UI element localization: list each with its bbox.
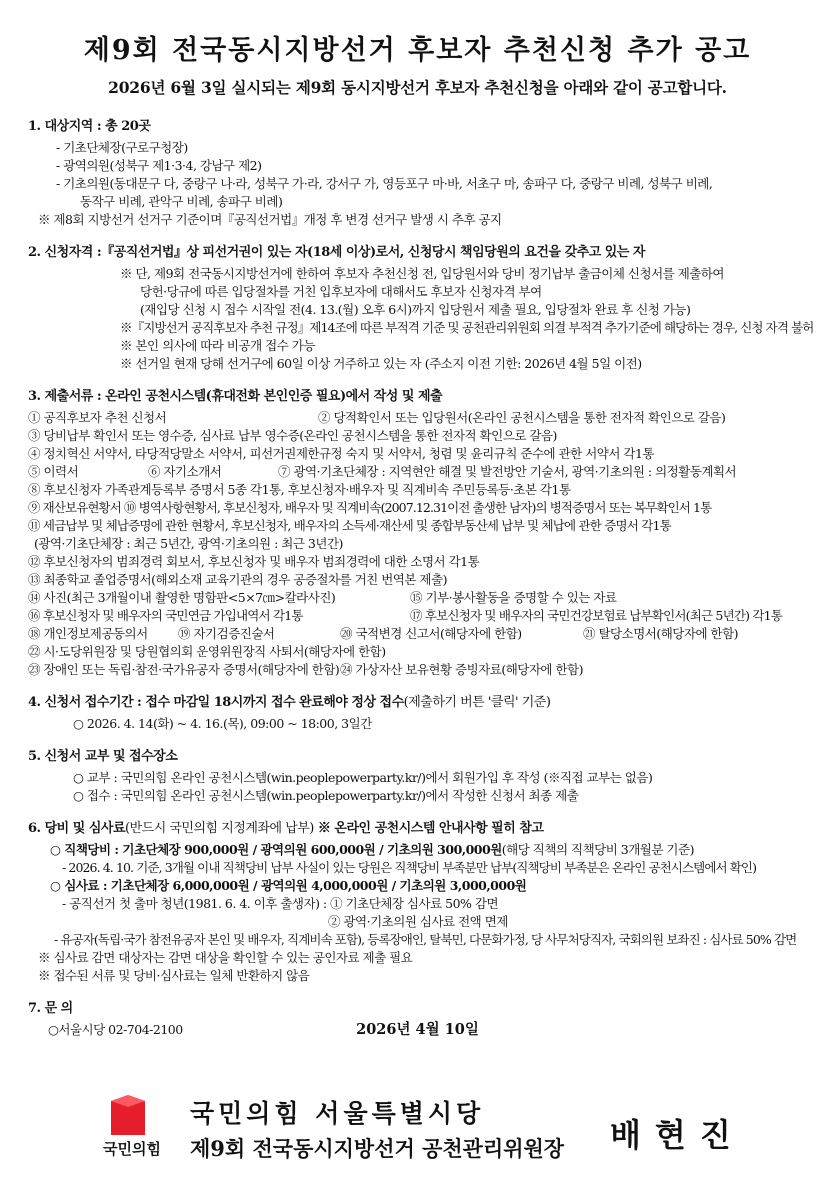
document-item: ⑤ 이력서 (28, 464, 79, 479)
region-line: - 기초의원(동대문구 다, 중랑구 나·라, 성북구 가·라, 강서구 가, 영등포구 마·바, 서초구 마, 송파구 다, 중랑구 비례, 성북구 비례, (56, 176, 713, 191)
page-subtitle: 2026년 6월 3일 실시되는 제9회 동시지방선거 후보자 추천신청을 아래와 같이 공고합니다. (108, 78, 727, 97)
fee-line: ② 광역·기초의원 심사료 전액 면제 (328, 914, 508, 929)
document-item: ⑱ 개인정보제공동의서 (28, 626, 148, 641)
party-logo-mark-icon (108, 1093, 148, 1137)
announcement-body (28, 118, 818, 1039)
region-note: ※ 제8회 지방선거 선거구 기준이며『공직선거법』개정 후 변경 선거구 발생 시 추후 공지 (38, 212, 502, 227)
fee-line: ○ 심사료 : 기초단체장 6,000,000원 / 광역의원 4,000,000원 / 기초의원 3,000,000원 (50, 878, 527, 893)
document-item: ㉑ 탈당소명서(해당자에 한함) (583, 626, 739, 641)
eligibility-note: ※『지방선거 공직후보자 추천 규정』제14조에 따른 부적격 기준 및 공천관리위원회 의결 부적격 추가기준에 해당하는 경우, 신청 자격 불허 (120, 320, 814, 335)
place-line: ○ 교부 : 국민의힘 온라인 공천시스템(win.peoplepowerparty.kr/)에서 회원가입 후 작성 (※직접 교부는 없음) (73, 770, 653, 785)
document-row (28, 409, 818, 427)
fee-line: - 유공자(독립·국가 참전유공자 본인 및 배우자, 직계비속 포함), 등록장애인, 탈북민, 다문화가정, 당 사무처당직자, 국회의원 보좌진 : 심사료 50% 감면 (54, 932, 797, 947)
document-row (28, 589, 818, 607)
document-item: ⑫ 후보신청자의 범죄경력 회보서, 후보신청자 및 배우자 범죄경력에 대한 소명서 각1통 (28, 554, 480, 569)
section-title-bold: ※ 온라인 공천시스템 안내사항 필히 참고 (313, 821, 544, 836)
document-item: ⑦ 광역·기초단체장 : 지역현안 해결 및 발전방안 기술서, 광역·기초의원 : 의정활동계획서 (278, 464, 737, 479)
fee-line: - 공직선거 첫 출마 청년(1981. 6. 4. 이후 출생자) : ① 기초단체장 심사료 50% 감면 (62, 896, 499, 911)
eligibility-note: 당헌·당규에 따른 입당절차를 거친 입후보자에 대해서도 후보자 신청자격 부여 (140, 284, 542, 299)
document-item: ⑳ 국적변경 신고서(해당자에 한함) (340, 626, 522, 641)
fee-line-note: (해당 직책의 직책당비 3개월분 기준) (501, 842, 694, 857)
section-title: 1. 대상지역 : 총 20곳 (28, 119, 151, 134)
region-line: - 광역의원(성북구 제1·3·4, 강남구 제2) (56, 158, 262, 173)
document-item: ⑰ 후보신청자 및 배우자의 국민건강보험료 납부확인서(최근 5년간) 각1통 (410, 608, 783, 623)
document-item: ㉒ 시·도당위원장 및 당원협의회 운영위원장직 사퇴서(해당자에 한함) (28, 644, 386, 659)
page-title: 제9회 전국동시지방선거 후보자 추천신청 추가 공고 (83, 35, 752, 66)
document-row (28, 625, 818, 643)
eligibility-note: (재입당 신청 시 접수 시작일 전(4. 13.(월) 오후 6시)까지 입당원서 제출 필요, 입당절차 완료 후 신청 가능) (140, 302, 691, 317)
document-row (28, 463, 818, 481)
section-title: 7. 문 의 (28, 1001, 73, 1016)
fee-note: ※ 심사료 감면 대상자는 감면 대상을 확인할 수 있는 공인자료 제출 필요 (38, 950, 413, 965)
fee-line (28, 841, 818, 859)
party-name: 국민의힘 서울특별시당 (190, 1099, 485, 1128)
region-line: - 기초단체장(구로구청장) (56, 140, 188, 155)
document-row (28, 607, 818, 625)
announcement-date: 2026년 4월 10일 (356, 1021, 479, 1038)
party-logo (92, 1093, 172, 1165)
region-line: 동작구 비례, 관악구 비례, 송파구 비례) (80, 194, 283, 209)
document-item: ⑧ 후보신청자 가족관계등록부 증명서 5종 각1통, 후보신청자·배우자 및 직계비속 주민등록등·초본 각1통 (28, 482, 571, 497)
document-item: ② 당적확인서 또는 입당원서(온라인 공천시스템을 통한 전자적 확인으로 갈음) (318, 410, 726, 425)
fee-line: - 2026. 4. 10. 기준, 3개월 이내 직책당비 납부 사실이 있는 당원은 직책당비 부족분만 납부(직책당비 부족분은 온라인 공천시스템에서 확인) (62, 860, 757, 875)
section-title: 2. 신청자격 :『공직선거법』상 피선거권이 있는 자(18세 이상)로서, 신청당시 책임당원의 요건을 갖추고 있는 자 (28, 245, 645, 260)
document-item: ④ 정치혁신 서약서, 타당적당말소 서약서, 피선거권제한규정 숙지 및 서약서, 청렴 및 윤리규칙 준수에 관한 서약서 각1통 (28, 446, 655, 461)
document-item: ⑨ 재산보유현황서 ⑩ 병역사항현황서, 후보신청자, 배우자 및 직계비속(2007.12.31이전 출생한 남자)의 병적증명서 또는 복무확인서 1통 (28, 500, 712, 515)
document-item: ① 공직후보자 추천 신청서 (28, 410, 167, 425)
committee-title: 제9회 전국동시지방선거 공천관리위원장 (190, 1136, 565, 1161)
place-line: ○ 접수 : 국민의힘 온라인 공천시스템(win.peoplepowerparty.kr/)에서 작성한 신청서 최종 제출 (73, 788, 579, 803)
section-eligibility (28, 244, 818, 373)
document-item: ⑬ 최종학교 졸업증명서(해외소재 교육기관의 경우 공증절차를 거친 번역본 제출) (28, 572, 447, 587)
section-fees (28, 820, 818, 985)
eligibility-note: ※ 본인 의사에 따라 비공개 접수 가능 (120, 338, 315, 353)
document-item: ⑲ 자기검증진술서 (178, 626, 275, 641)
section-distribution-place (28, 748, 818, 805)
section-title (28, 820, 818, 838)
section-title: 3. 제출서류 : 온라인 공천시스템(휴대전화 본인인증 필요)에서 작성 및 제출 (28, 389, 443, 404)
document-item: ㉔ 가상자산 보유현황 증빙자료(해당자에 한함) (340, 662, 583, 677)
document-item: ⑭ 사진(최근 3개월이내 촬영한 명함판<5×7㎝>칼라사진) (28, 590, 336, 605)
document-item: (광역·기초단체장 : 최근 5년간, 광역·기초의원 : 최근 3년간) (34, 536, 343, 551)
eligibility-note: ※ 단, 제9회 전국동시지방선거에 한하여 후보자 추천신청 전, 입당원서와 당비 정기납부 출금이체 신청서를 제출하여 (120, 266, 725, 281)
eligibility-note: ※ 선거일 현재 당해 선거구에 60일 이상 거주하고 있는 자 (주소지 이전 기한: 2026년 4월 5일 이전) (120, 356, 642, 371)
section-documents (28, 388, 818, 679)
document-item: ③ 당비납부 확인서 또는 영수증, 심사료 납부 영수증(온라인 공천시스템을 통한 전자적 확인으로 갈음) (28, 428, 557, 443)
section-title-bold: 6. 당비 및 심사료 (28, 821, 125, 836)
party-logo-text: 국민의힘 (103, 1140, 161, 1158)
document-item: ⑥ 자기소개서 (148, 464, 222, 479)
fee-line-bold: ○ 직책당비 : 기초단체장 900,000원 / 광역의원 600,000원 / 기초의원 300,000원 (50, 842, 502, 857)
document-item: ㉓ 장애인 또는 독립·참전·국가유공자 증명서(해당자에 한함) (28, 662, 340, 677)
chair-name: 배현진 (610, 1116, 745, 1154)
document-item: ⑯ 후보신청자 및 배우자의 국민연금 가입내역서 각1통 (28, 608, 303, 623)
period-line: ○ 2026. 4. 14(화) ~ 4. 16.(목), 09:00 ~ 18:00, 3일간 (73, 716, 372, 731)
section-target-regions (28, 118, 818, 229)
document-item: ⑮ 기부·봉사활동을 증명할 수 있는 자료 (410, 590, 617, 605)
document-row (28, 661, 818, 679)
inquiry-line: ○서울시당 02-704-2100 (48, 1022, 183, 1037)
section-title-note: (제출하기 버튼 '클릭' 기준) (403, 695, 551, 710)
section-application-period (28, 694, 818, 733)
section-title-bold: 4. 신청서 접수기간 : 접수 마감일 18시까지 접수 완료해야 정상 접수 (28, 695, 404, 710)
section-title (28, 694, 818, 712)
fee-note: ※ 접수된 서류 및 당비·심사료는 일체 반환하지 않음 (38, 968, 310, 983)
document-item: ⑪ 세금납부 및 체납증명에 관한 현황서, 후보신청자, 배우자의 소득세·재산세 및 종합부동산세 납부 및 체납에 관한 증명서 각1통 (28, 518, 671, 533)
section-title: 5. 신청서 교부 및 접수장소 (28, 749, 178, 764)
section-title-note: (반드시 국민의힘 지정계좌에 납부) (125, 821, 314, 836)
